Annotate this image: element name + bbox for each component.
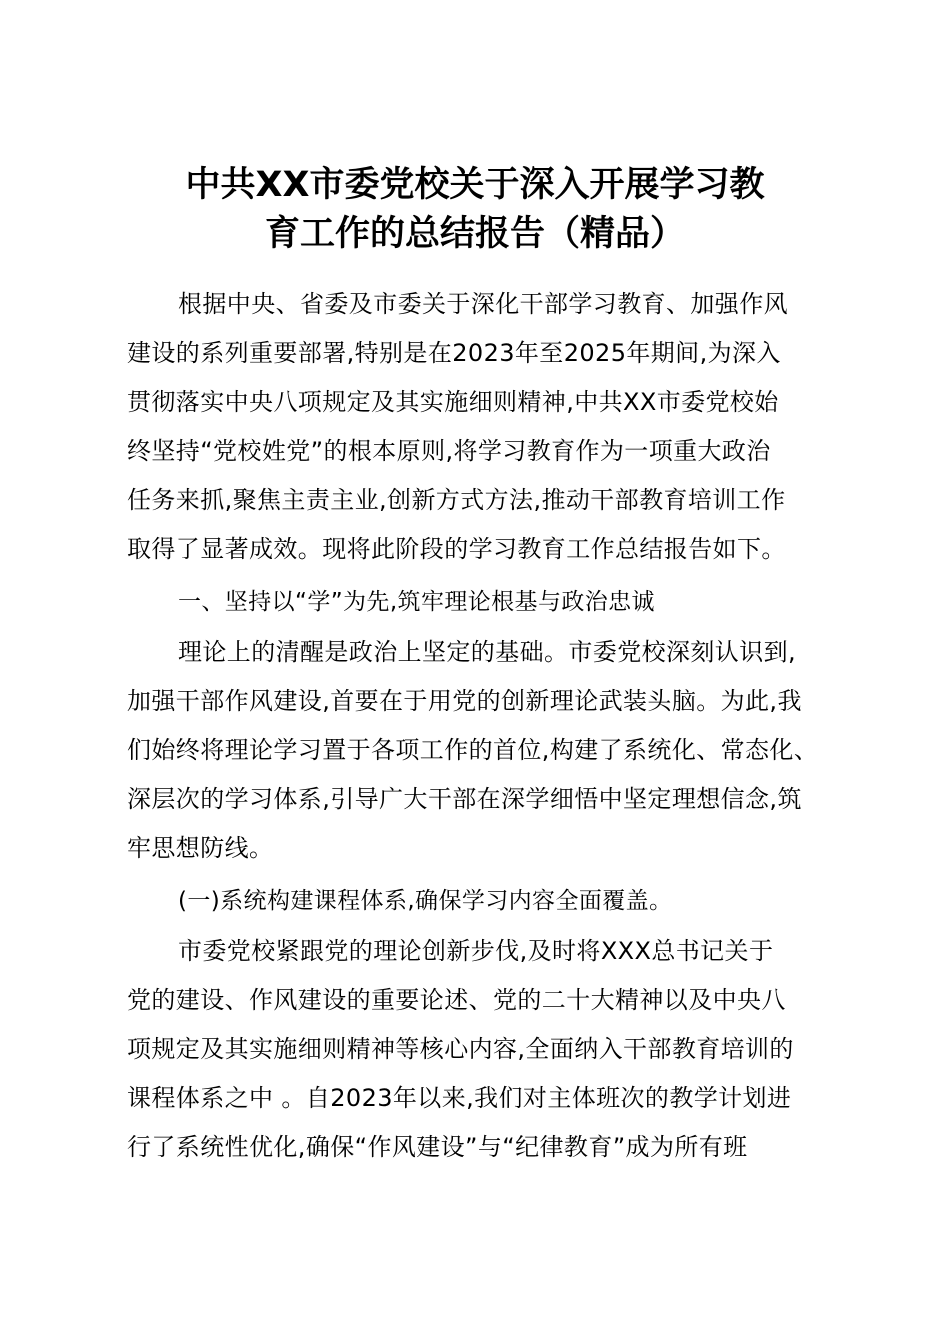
paragraph-line: 加强干部作风建设,首要在于用党的创新理论武装头脑。为此,我 — [127, 687, 802, 715]
subsection-heading: (一)系统构建课程体系,确保学习内容全面覆盖。 — [178, 888, 673, 914]
paragraph-line: 终坚持“党校姓党”的根本原则,将学习教育作为一项重大政治 — [127, 437, 771, 465]
paragraph-line: 行了系统性优化,确保“作风建设”与“纪律教育”成为所有班 — [127, 1133, 748, 1161]
paragraph-line: 牢思想防线。 — [127, 834, 274, 862]
paragraph-line: 课程体系之中 。自2023年以来,我们对主体班次的教学计划进 — [127, 1084, 792, 1112]
paragraph-line: 任务来抓,聚焦主责主业,创新方式方法,推动干部教育培训工作 — [127, 486, 786, 514]
paragraph-line: 项规定及其实施细则精神等核心内容,全面纳入干部教育培训的 — [127, 1035, 794, 1063]
paragraph-line: 贯彻落实中央八项规定及其实施细则精神,中共XX市委党校始 — [127, 388, 779, 416]
document-title-line-2: 育工作的总结报告（精品） — [264, 214, 685, 254]
section-heading: 一、坚持以“学”为先,筑牢理论根基与政治忠诚 — [178, 589, 655, 615]
paragraph-line: 根据中央、省委及市委关于深化干部学习教育、加强作风 — [178, 290, 788, 318]
paragraph-line: 们始终将理论学习置于各项工作的首位,构建了系统化、常态化、 — [127, 736, 819, 764]
paragraph-line: 深层次的学习体系,引导广大干部在深学细悟中坚定理想信念,筑 — [127, 785, 802, 813]
document-title-line-1: 中共XX市委党校关于深入开展学习教 — [185, 165, 765, 205]
paragraph-line: 建设的系列重要部署,特别是在2023年至2025年期间,为深入 — [127, 339, 781, 367]
paragraph-line: 党的建设、作风建设的重要论述、党的二十大精神以及中央八 — [127, 986, 786, 1014]
paragraph-line: 理论上的清醒是政治上坚定的基础。市委党校深刻认识到, — [178, 638, 797, 666]
paragraph-line: 市委党校紧跟党的理论创新步伐,及时将XXX总书记关于 — [178, 937, 774, 965]
paragraph-line: 取得了显著成效。现将此阶段的学习教育工作总结报告如下。 — [127, 535, 786, 563]
